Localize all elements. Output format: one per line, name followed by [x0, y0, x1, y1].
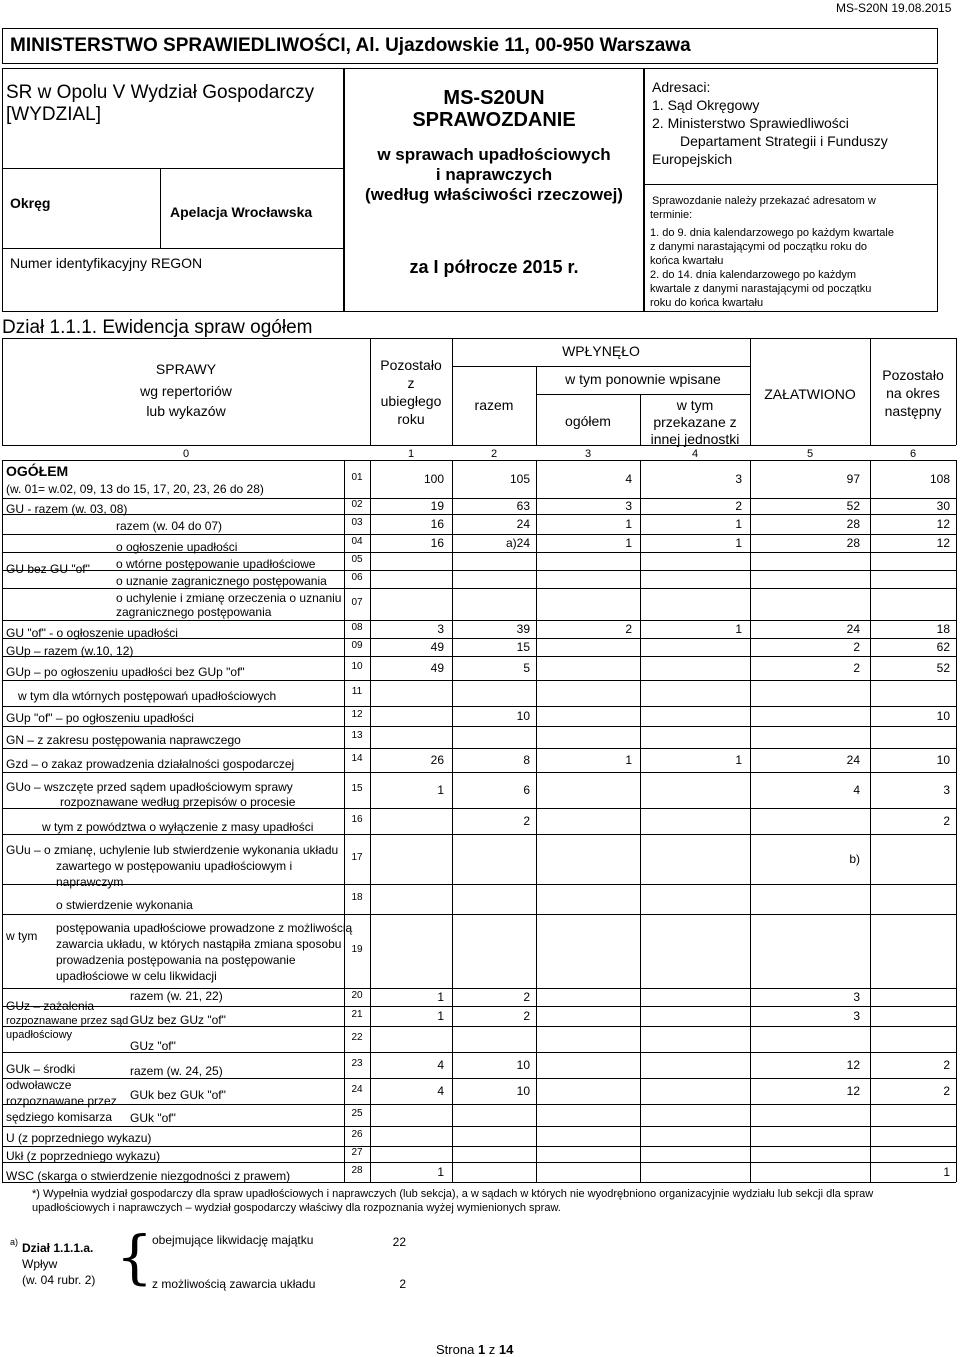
header-sprawy-1: SPRAWY: [155, 361, 217, 377]
table-cell: a)24: [505, 536, 530, 550]
table-cell: 12: [846, 1084, 860, 1098]
table-cell: 3: [853, 1009, 860, 1023]
row-label-25: GUk "of": [130, 1111, 176, 1125]
row-label-17b: zawartego w postępowaniu upadłościowym i: [56, 859, 293, 873]
apelacja-label: Apelacja Wrocławska: [170, 204, 313, 220]
column-number: 4: [691, 448, 699, 460]
table-cell: 2: [943, 814, 950, 828]
header-wtym-2: przekazane z: [653, 414, 737, 430]
deadline-1c: końca kwartału: [650, 255, 724, 267]
deadline-1: 1. do 9. dnia kalendarzowego po każdym kwartale: [650, 227, 894, 239]
row-label-15b: rozpoznawane według przepisów o procesie: [60, 795, 296, 809]
table-cell: 1: [735, 753, 742, 767]
row-label-guk-2: odwoławcze: [6, 1078, 72, 1092]
table-cell: 2: [943, 1058, 950, 1072]
table-cell: 10: [936, 709, 950, 723]
row-number: 26: [351, 1129, 363, 1140]
addressee-2: 2. Ministerstwo Sprawiedliwości: [652, 115, 849, 131]
table-cell: 19: [430, 499, 444, 513]
row-number: 05: [351, 554, 363, 565]
table-cell: 4: [853, 783, 860, 797]
note-a-brace: {: [116, 1223, 153, 1291]
row-number: 13: [351, 730, 363, 741]
row-label-27: Ukł (z poprzedniego wykazu): [6, 1149, 161, 1163]
row-number: 09: [351, 640, 363, 651]
table-cell: 2: [523, 990, 530, 1004]
row-label-guz-1: GUz – zażalenia: [6, 999, 95, 1013]
table-cell: b): [849, 852, 860, 866]
header-ogolem: ogółem: [565, 413, 611, 429]
row-number: 18: [351, 892, 363, 903]
row-label-03: razem (w. 04 do 07): [116, 519, 223, 533]
table-cell: 24: [516, 517, 530, 531]
header-wtym-3: innej jednostki: [650, 431, 740, 447]
deadline-2b: kwartale z danymi narastającymi od początku: [650, 283, 872, 295]
row-number: 27: [351, 1147, 363, 1158]
row-label-20: razem (w. 21, 22): [130, 989, 223, 1003]
row-label-16: w tym z powództwa o wyłączenie z masy upadłości: [42, 820, 314, 834]
header-pozostalo-nastepny-1: Pozostało: [882, 367, 944, 383]
header-pozostalo-3: ubiegłego: [380, 393, 442, 409]
note-a-line3: (w. 04 rubr. 2): [22, 1273, 96, 1287]
row-label-02: GU - razem (w. 03, 08): [6, 502, 128, 516]
table-cell: 2: [523, 1009, 530, 1023]
row-label-01a: OGÓŁEM: [6, 463, 69, 479]
row-number: 06: [351, 572, 363, 583]
table-cell: 1: [437, 1165, 444, 1179]
table-cell: 3: [735, 472, 742, 486]
row-label-19c: prowadzenia postępowania na postępowanie: [56, 953, 296, 967]
row-number: 17: [351, 852, 363, 863]
row-label-05: o wtórne postępowanie upadłościowe: [116, 557, 316, 571]
row-number: 01: [351, 472, 363, 483]
row-label-19d: upadłościowe w celu likwidacji: [56, 969, 217, 983]
header-pozostalo-nastepny-3: następny: [884, 403, 942, 419]
table-cell: 4: [437, 1084, 444, 1098]
addressee-1: 1. Sąd Okręgowy: [652, 97, 760, 113]
table-cell: 3: [437, 622, 444, 636]
row-number: 11: [351, 686, 363, 697]
row-label-11: w tym dla wtórnych postępowań upadłościowych: [18, 689, 277, 703]
row-label-19a: postępowania upadłościowe prowadzone z możliwością: [56, 921, 353, 935]
table-cell: 4: [437, 1058, 444, 1072]
column-number: 0: [182, 448, 190, 460]
note-a-value-1: 22: [392, 1235, 406, 1249]
column-number: 5: [806, 448, 814, 460]
header-sprawy-2: wg repertoriów: [140, 383, 232, 399]
table-cell: 49: [430, 640, 444, 654]
row-label-28: WSC (skarga o stwierdzenie niezgodności z prawem): [6, 1169, 291, 1183]
table-cell: 8: [523, 753, 530, 767]
header-wplynelo: WPŁYNĘŁO: [562, 343, 640, 359]
row-label-17c: naprawczym: [56, 875, 124, 889]
table-cell: 52: [846, 499, 860, 513]
row-label-wtym: w tym: [6, 929, 38, 943]
table-cell: 1: [437, 990, 444, 1004]
court-name: SR w Opolu V Wydział Gospodarczy [WYDZIAL]: [6, 82, 315, 125]
table-cell: 52: [936, 661, 950, 675]
table-cell: 4: [625, 472, 632, 486]
row-number: 10: [351, 661, 363, 672]
deadline-2: 2. do 14. dnia kalendarzowego po każdym: [650, 269, 857, 281]
table-cell: 12: [936, 517, 950, 531]
table-cell: 1: [735, 517, 742, 531]
table-cell: 1: [625, 517, 632, 531]
section-title: Dział 1.1.1. Ewidencja spraw ogółem: [2, 317, 313, 338]
row-label-guk-3: rozpoznawane przez: [6, 1094, 117, 1108]
deadline-note: Sprawozdanie należy przekazać adresatom w: [652, 195, 876, 207]
header-zalatwiono: ZAŁATWIONO: [764, 386, 856, 402]
column-number: 2: [490, 448, 498, 460]
table-cell: 10: [516, 1084, 530, 1098]
row-number: 21: [351, 1009, 363, 1020]
column-number: 1: [407, 448, 415, 460]
table-cell: 6: [523, 783, 530, 797]
report-subtitle-3: (według właściwości rzeczowej): [365, 185, 623, 204]
note-a-item-2: z możliwością zawarcia układu: [152, 1277, 316, 1291]
table-cell: 1: [437, 1009, 444, 1023]
table-cell: 105: [509, 472, 530, 486]
header-ponownie: w tym ponownie wpisane: [565, 371, 721, 387]
row-label-04: o ogłoszenie upadłości: [116, 540, 238, 554]
table-cell: 3: [943, 783, 950, 797]
row-number: 23: [351, 1058, 363, 1069]
header-sprawy-3: lub wykazów: [146, 403, 226, 419]
row-label-guz-2: rozpoznawane przez sąd: [6, 1015, 129, 1027]
deadline-note-2: terminie:: [650, 209, 693, 221]
deadline-1b: z danymi narastającymi od początku roku do: [650, 241, 868, 253]
row-number: 22: [351, 1032, 363, 1043]
note-a-mark: a): [10, 1237, 19, 1247]
table-cell: 1: [437, 783, 444, 797]
footnote-2: upadłościowych i naprawczych – wydział gospodarczy właściwy dla rozpoznania wyżej wymienionych spraw.: [32, 1202, 561, 1214]
table-cell: 2: [853, 640, 860, 654]
note-a-value-2: 2: [399, 1277, 406, 1291]
row-number: 14: [351, 753, 363, 764]
table-cell: 30: [936, 499, 950, 513]
table-cell: 28: [846, 536, 860, 550]
header-pozostalo-1: Pozostało: [380, 357, 442, 373]
row-label-21: GUz bez GUz "of": [130, 1013, 226, 1027]
row-label-guk-4: sędziego komisarza: [6, 1110, 113, 1124]
note-a-title: Dział 1.1.1.a.: [22, 1241, 94, 1255]
table-cell: 63: [516, 499, 530, 513]
table-cell: 10: [936, 753, 950, 767]
page-number: Strona 1 z 14: [436, 1342, 514, 1357]
row-label-14: Gzd – o zakaz prowadzenia działalności gospodarczej: [6, 757, 295, 771]
table-cell: 1: [735, 536, 742, 550]
row-number: 25: [351, 1108, 363, 1119]
row-number: 04: [351, 536, 363, 547]
row-label-08: GU "of" - o ogłoszenie upadłości: [6, 626, 178, 640]
row-number: 19: [351, 944, 363, 955]
ministry-title: MINISTERSTWO SPRAWIEDLIWOŚCI, Al. Ujazdowskie 11, 00-950 Warszawa: [10, 35, 691, 56]
table-cell: 26: [430, 753, 444, 767]
row-label-10: GUp – po ogłoszeniu upadłości bez GUp "of": [6, 665, 245, 679]
table-cell: 39: [516, 622, 530, 636]
footnote-1: *) Wypełnia wydział gospodarczy dla spraw upadłościowych i naprawczych (lub sekcja), a w sądach w których nie wyodrębniono organizacyjnie wydziału lub sekcji dla spraw: [32, 1188, 874, 1200]
row-label-07a: o uchylenie i zmianę orzeczenia o uznaniu: [116, 591, 342, 605]
row-label-22: GUz "of": [130, 1039, 176, 1053]
header-pozostalo-nastepny-2: na okres: [886, 385, 940, 401]
table-cell: 1: [735, 622, 742, 636]
table-cell: 97: [846, 472, 860, 486]
table-cell: 1: [625, 753, 632, 767]
report-code: MS-S20UN: [443, 87, 545, 109]
row-label-18: o stwierdzenie wykonania: [56, 898, 193, 912]
table-cell: 49: [430, 661, 444, 675]
row-label-gu-bez: GU bez GU "of": [6, 562, 90, 576]
row-label-01b: (w. 01= w.02, 09, 13 do 15, 17, 20, 23, 26 do 28): [6, 482, 264, 496]
table-cell: 3: [853, 990, 860, 1004]
table-cell: 1: [943, 1165, 950, 1179]
row-label-26: U (z poprzedniego wykazu): [6, 1131, 152, 1145]
addressees-label: Adresaci:: [652, 79, 711, 95]
table-cell: 28: [846, 517, 860, 531]
row-label-09: GUp – razem (w.10, 12): [6, 644, 134, 658]
row-number: 08: [351, 622, 363, 633]
row-number: 20: [351, 990, 363, 1001]
table-cell: 62: [936, 640, 950, 654]
header-razem: razem: [474, 397, 514, 413]
row-number: 24: [351, 1084, 363, 1095]
row-label-17a: GUu – o zmianę, uchylenie lub stwierdzenie wykonania układu: [6, 843, 339, 857]
row-label-13: GN – z zakresu postępowania naprawczego: [6, 733, 241, 747]
table-cell: 1: [625, 536, 632, 550]
table-cell: 16: [430, 517, 444, 531]
table-cell: 2: [625, 622, 632, 636]
addressee-2c: Europejskich: [652, 151, 733, 167]
row-number: 07: [351, 597, 363, 608]
row-number: 02: [351, 499, 363, 510]
row-label-12: GUp "of" – po ogłoszeniu upadłości: [6, 711, 194, 725]
header-pozostalo-4: roku: [397, 411, 425, 427]
table-cell: 10: [516, 709, 530, 723]
row-number: 16: [351, 814, 363, 825]
note-a-line2: Wpływ: [22, 1257, 58, 1271]
table-cell: 12: [936, 536, 950, 550]
row-number: 15: [351, 783, 363, 794]
row-label-07b: zagranicznego postępowania: [116, 605, 272, 619]
note-a-item-1: obejmujące likwidację majątku: [152, 1233, 314, 1247]
table-cell: 2: [853, 661, 860, 675]
table-cell: 16: [430, 536, 444, 550]
report-subtitle-1: w sprawach upadłościowych: [377, 145, 611, 164]
table-cell: 2: [523, 814, 530, 828]
row-number: 03: [351, 517, 363, 528]
table-cell: 18: [936, 622, 950, 636]
row-label-15a: GUo – wszczęte przed sądem upadłościowym sprawy: [6, 780, 293, 794]
row-number: 12: [351, 709, 363, 720]
column-number: 3: [584, 448, 592, 460]
okreg-label: Okręg: [10, 195, 51, 211]
regon-label: Numer identyfikacyjny REGON: [10, 255, 203, 271]
report-subtitle-2: i naprawczych: [435, 165, 553, 184]
row-label-24: GUk bez GUk "of": [130, 1088, 226, 1102]
row-label-19b: zawarcia układu, w których nastąpiła zmiana sposobu: [56, 937, 342, 951]
table-cell: 10: [516, 1058, 530, 1072]
table-cell: 100: [423, 472, 444, 486]
table-cell: 12: [846, 1058, 860, 1072]
table-cell: 5: [523, 661, 530, 675]
table-cell: 3: [625, 499, 632, 513]
column-number: 6: [909, 448, 917, 460]
form-code: MS-S20N 19.08.2015: [836, 1, 952, 15]
deadline-2c: roku do końca kwartału: [650, 297, 764, 309]
table-cell: 2: [735, 499, 742, 513]
row-label-guk-1: GUk – środki: [6, 1062, 76, 1076]
table-cell: 24: [846, 753, 860, 767]
table-cell: 2: [943, 1084, 950, 1098]
row-label-23: razem (w. 24, 25): [130, 1064, 223, 1078]
header-wtym-1: w tym: [676, 397, 714, 413]
header-pozostalo-2: z: [407, 375, 415, 391]
addressee-2b: Departament Strategii i Funduszy: [680, 133, 888, 149]
table-cell: 24: [846, 622, 860, 636]
table-cell: 15: [516, 640, 530, 654]
row-label-guz-3: upadłościowy: [6, 1029, 73, 1041]
report-title: SPRAWOZDANIE: [412, 109, 576, 131]
table-cell: 108: [929, 472, 950, 486]
row-label-06: o uznanie zagranicznego postępowania: [116, 574, 327, 588]
row-number: 28: [351, 1165, 363, 1176]
report-period: za I półrocze 2015 r.: [409, 257, 579, 277]
